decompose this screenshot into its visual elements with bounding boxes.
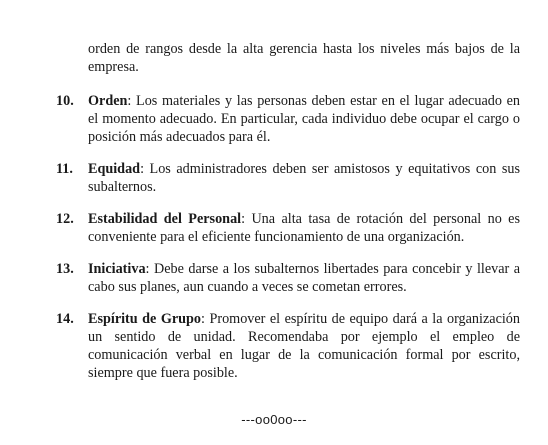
item-body xyxy=(88,92,520,146)
item-term: Orden xyxy=(88,93,128,109)
item-number: 14. xyxy=(56,311,74,327)
item-term: Estabilidad del Personal xyxy=(88,211,242,227)
item-term: Espíritu de Grupo xyxy=(88,311,202,327)
item-description: : Los materiales y las personas deben estar en el lugar adecuado en el momento adecuado. En particular, cada individuo debe ocupar el cargo o posición más adecuados para él. xyxy=(88,93,520,145)
intro-paragraph: orden de rangos desde la alta gerencia hasta los niveles más bajos de la empresa. xyxy=(88,41,520,75)
item-number: 13. xyxy=(56,261,74,277)
item-number: 12. xyxy=(56,211,74,227)
item-term: Iniciativa xyxy=(88,261,146,277)
item-number: 10. xyxy=(56,93,74,109)
item-body xyxy=(88,210,520,246)
item-body xyxy=(88,310,520,382)
item-description: : Los administradores deben ser amistosos y equitativos con sus subalternos. xyxy=(88,161,520,195)
item-description: : Debe darse a los subalternos libertades para concebir y llevar a cabo sus planes, aun cuando a veces se cometan errores. xyxy=(88,261,520,295)
item-body xyxy=(88,160,520,196)
item-body xyxy=(88,260,520,296)
end-mark: ---oo0oo--- xyxy=(241,412,307,427)
item-description: : Promover el espíritu de equipo dará a la organización un sentido de unidad. Recomendaba por ejemplo el empleo de comunicación verbal en lugar de la comunicación formal por escrito, siempre que fuera posible. xyxy=(88,311,520,381)
item-description: : Una alta tasa de rotación del personal no es conveniente para el eficiente funcionamiento de una organización. xyxy=(88,211,521,245)
item-term: Equidad xyxy=(88,161,141,177)
item-number: 11. xyxy=(56,161,73,177)
